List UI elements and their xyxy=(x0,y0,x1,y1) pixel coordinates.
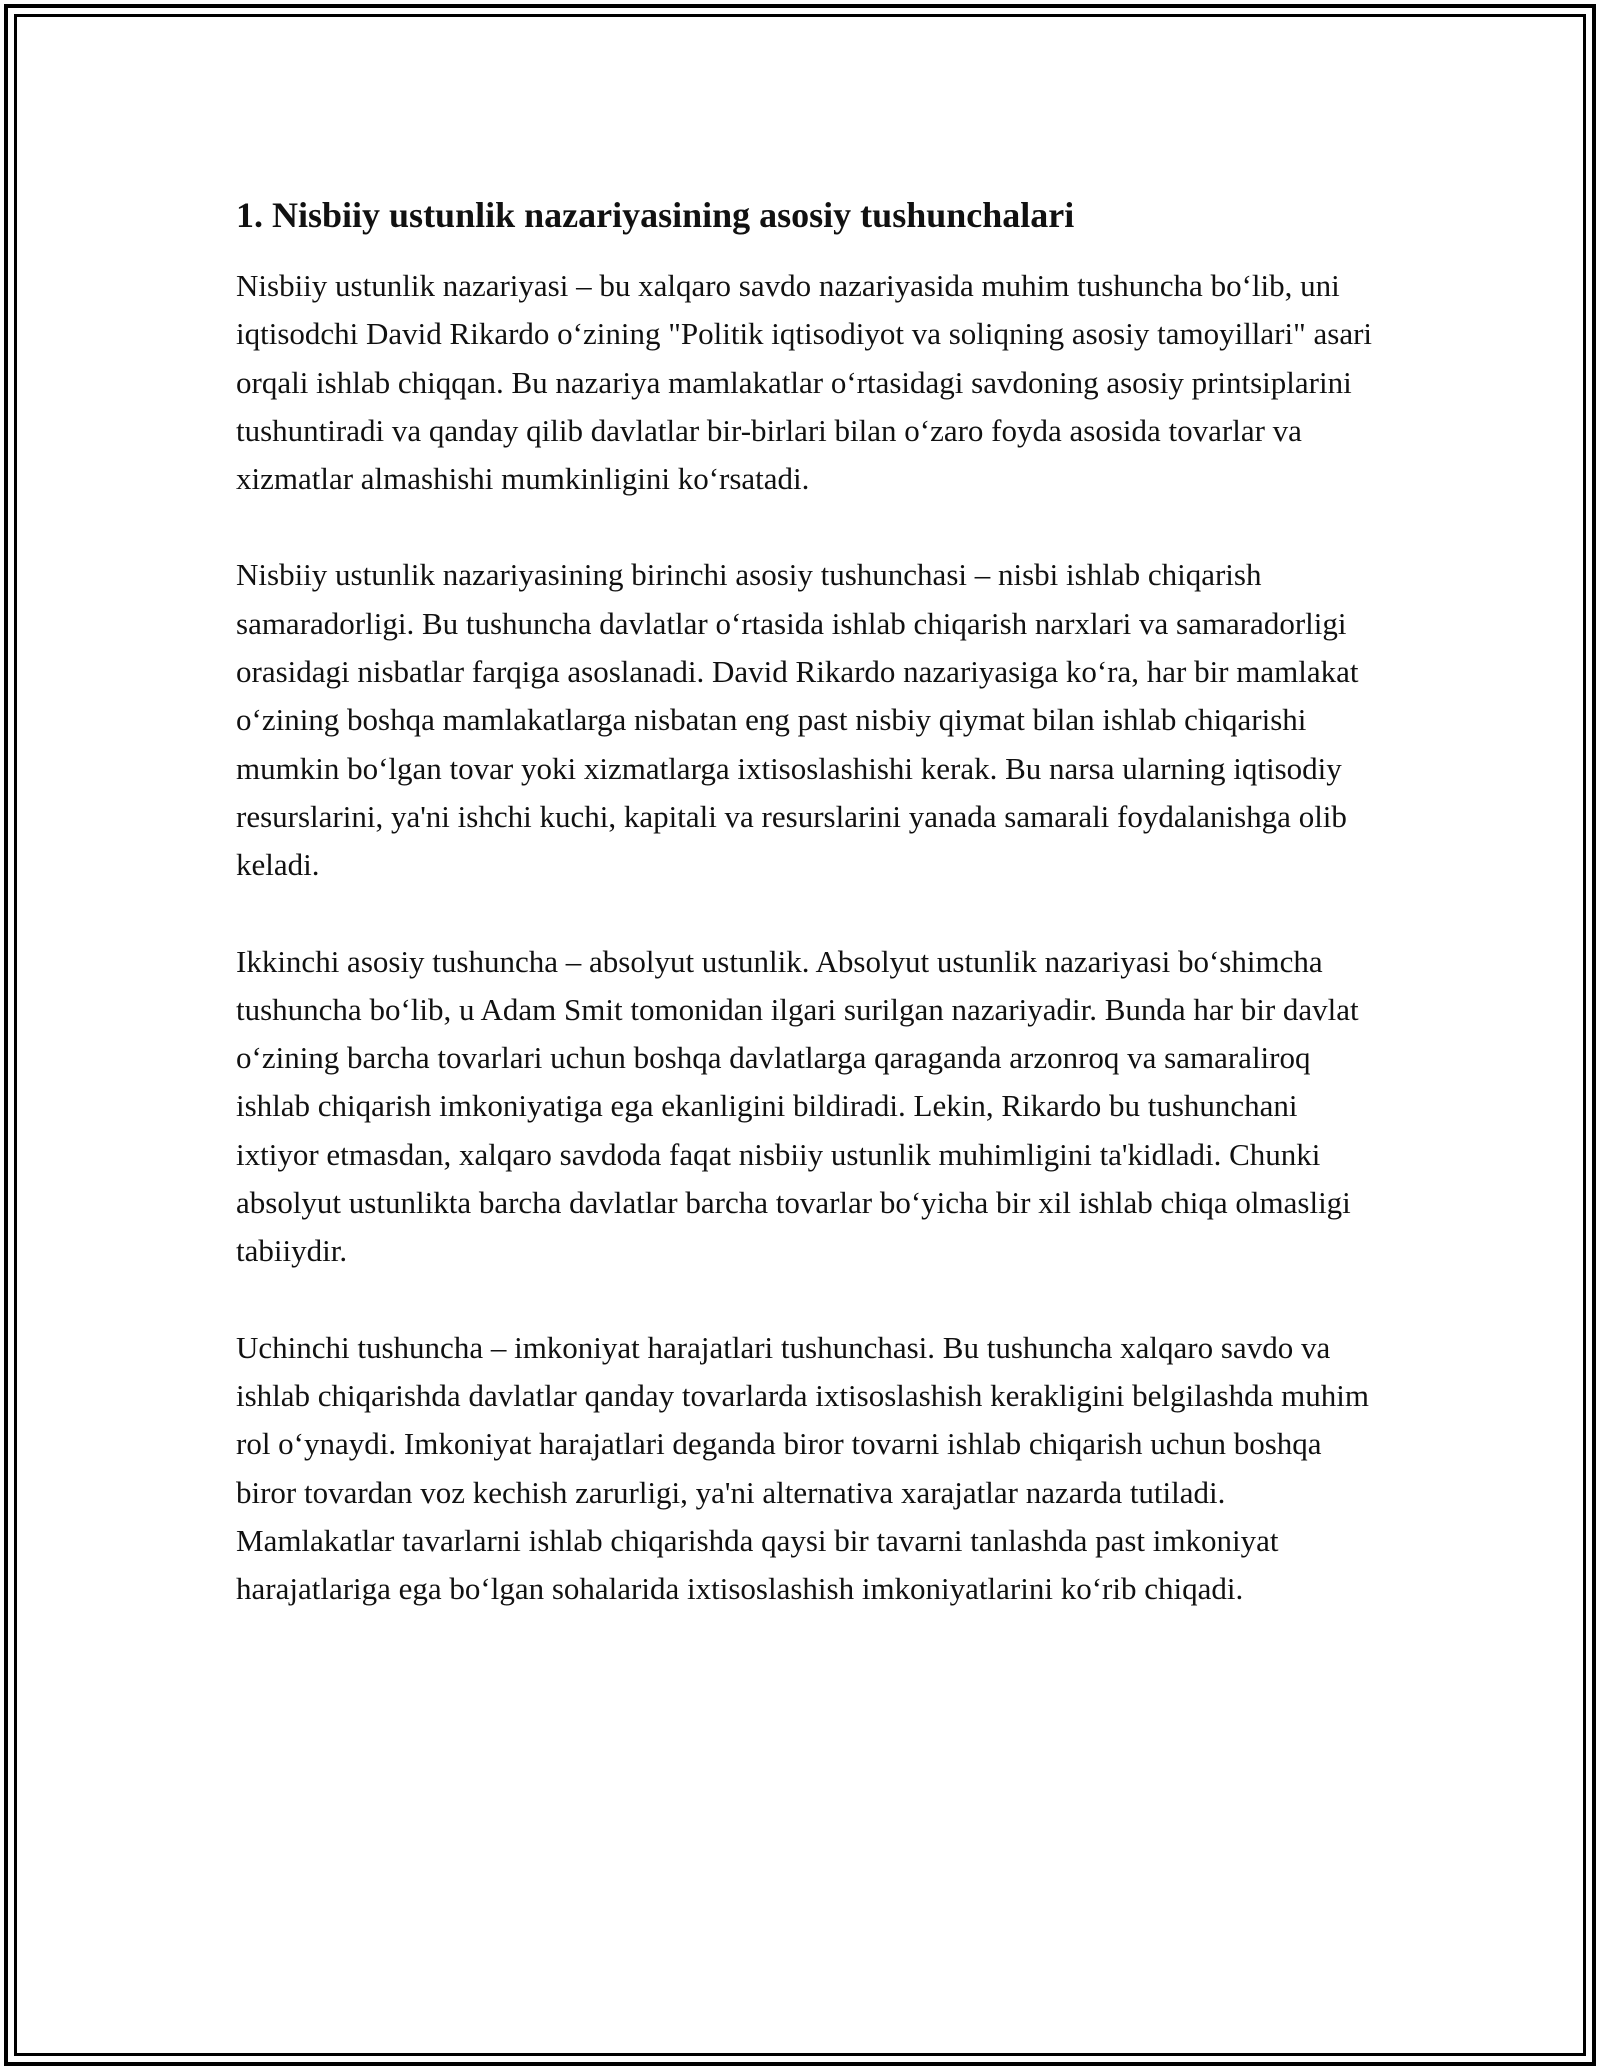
paragraph-3: Ikkinchi asosiy tushuncha – absolyut ustunlik. Absolyut ustunlik nazariyasi boʻshimcha tushuncha boʻlib, u Adam Smit tomonidan ilgari surilgan nazariyadir. Bunda har bir davlat oʻzining barcha tovarlari uchun boshqa davlatlarga qaraganda arzonroq va samaraliroq ishlab chiqarish imkoniyatiga ega ekanligini bildiradi. Lekin, Rikardo bu tushunchani ixtiyor etmasdan, xalqaro savdoda faqat nisbiiy ustunlik muhimligini ta'kidladi. Chunki absolyut ustunlikta barcha davlatlar barcha tovarlar boʻyicha bir xil ishlab chiqa olmasligi tabiiydir. xyxy=(236,943,1359,1269)
document-body xyxy=(236,190,1376,1613)
paragraph-2: Nisbiiy ustunlik nazariyasining birinchi asosiy tushunchasi – nisbi ishlab chiqarish samaradorligi. Bu tushuncha davlatlar oʻrtasida ishlab chiqarish narxlari va samaradorligi orasidagi nisbatlar farqiga asoslanadi. David Rikardo nazariyasiga koʻra, har bir mamlakat oʻzining boshqa mamlakatlarga nisbatan eng past nisbiy qiymat bilan ishlab chiqarishi mumkin boʻlgan tovar yoki xizmatlarga ixtisoslashishi kerak. Bu narsa ularning iqtisodiy resurslarini, ya'ni ishchi kuchi, kapitali va resurslarini yanada samarali foydalanishga olib keladi. xyxy=(236,557,1359,883)
paragraph-4: Uchinchi tushuncha – imkoniyat harajatlari tushunchasi. Bu tushuncha xalqaro savdo va ishlab chiqarishda davlatlar qanday tovarlarda ixtisoslashish kerakligini belgilashda muhim rol oʻynaydi. Imkoniyat harajatlari deganda biror tovarni ishlab chiqarish uchun boshqa biror tovardan voz kechish zarurligi, ya'ni alternativa xarajatlar nazarda tutiladi. Mamlakatlar tavarlarni ishlab chiqarishda qaysi bir tavarni tanlashda past imkoniyat harajatlariga ega boʻlgan sohalarida ixtisoslashish imkoniyatlarini koʻrib chiqadi. xyxy=(236,1329,1369,1607)
paragraph-1: Nisbiiy ustunlik nazariyasi – bu xalqaro savdo nazariyasida muhim tushuncha boʻlib, uni iqtisodchi David Rikardo oʻzining "Politik iqtisodiyot va soliqning asosiy tamoyillari" asari orqali ishlab chiqqan. Bu nazariya mamlakatlar oʻrtasidagi savdoning asosiy printsiplarini tushuntiradi va qanday qilib davlatlar bir-birlari bilan oʻzaro foyda asosida tovarlar va xizmatlar almashishi mumkinligini koʻrsatadi. xyxy=(236,268,1373,497)
section-heading: 1. Nisbiiy ustunlik nazariyasining asosiy tushunchalari xyxy=(236,195,1075,235)
